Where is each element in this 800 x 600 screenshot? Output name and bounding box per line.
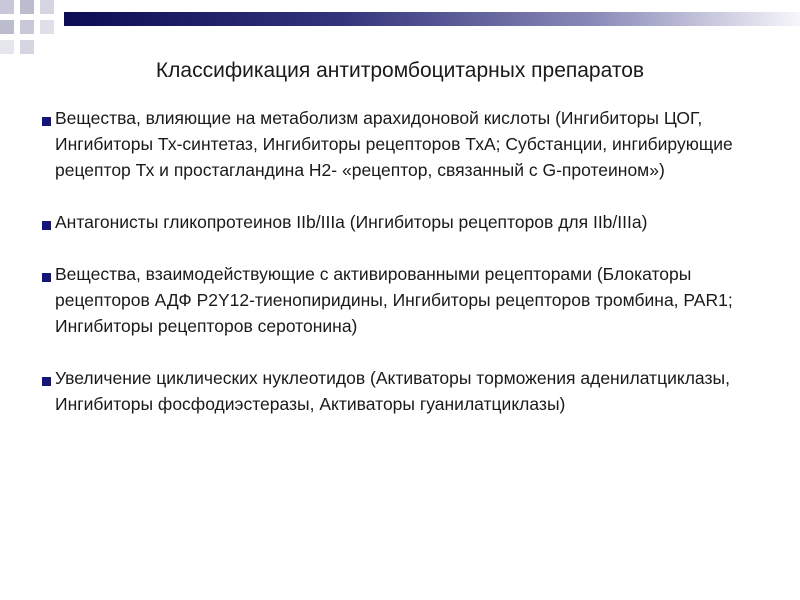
decor-square (40, 0, 54, 14)
decor-square (20, 20, 34, 34)
bullet-text: Вещества, взаимодействующие с активированными рецепторами (Блокаторы рецепторов АДФ P2Y12-тиенопиридины, Ингибиторы рецепторов тромбина, PAR1; Ингибиторы рецепторов серотонина) (55, 264, 733, 336)
square-bullet-icon (42, 377, 51, 386)
bullet-list (40, 105, 760, 417)
decor-square (20, 40, 34, 54)
decor-square (20, 0, 34, 14)
bullet-item (40, 261, 760, 339)
bullet-item (40, 365, 760, 417)
decor-square (0, 0, 14, 14)
square-bullet-icon (42, 273, 51, 282)
header-decoration (0, 0, 800, 60)
square-bullet-icon (42, 221, 51, 230)
bullet-text: Увеличение циклических нуклеотидов (Активаторы торможения аденилатциклазы, Ингибиторы фосфодиэстеразы, Активаторы гуанилатциклазы) (55, 368, 730, 414)
bullet-text: Вещества, влияющие на метаболизм арахидоновой кислоты (Ингибиторы ЦОГ, Ингибиторы Тх-синтетаз, Ингибиторы рецепторов ТхА; Субстанции, ингибирующие рецептор Тх и простагландина Н2- «рецептор, связанный с G-протеином») (55, 108, 733, 180)
bullet-item (40, 209, 760, 235)
header-gradient-bar (64, 12, 800, 26)
bullet-item (40, 105, 760, 183)
bullet-text: Антагонисты гликопротеинов IIb/IIIa (Ингибиторы рецепторов для IIb/IIIa) (55, 212, 648, 232)
slide-title: Классификация антитромбоцитарных препаратов (155, 59, 645, 82)
square-bullet-icon (42, 117, 51, 126)
decor-square (0, 20, 14, 34)
decor-square (0, 40, 14, 54)
decor-square (40, 20, 54, 34)
